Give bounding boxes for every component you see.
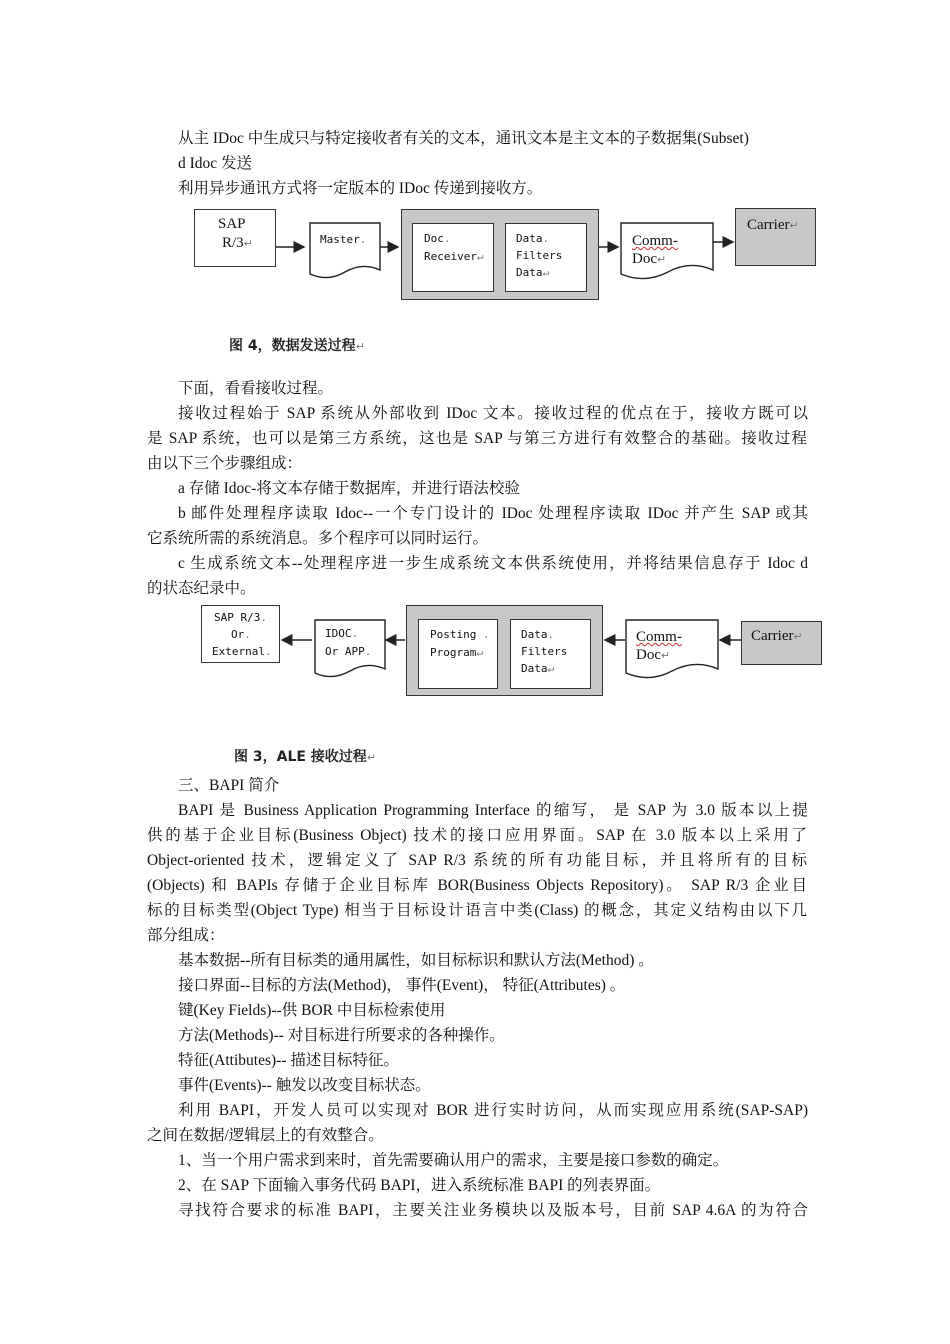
text-line: 它系统所需的系统消息。多个程序可以同时运行。 xyxy=(147,530,489,547)
text-line: d Idoc 发送 xyxy=(178,155,253,172)
r3-label: R/3↵ xyxy=(222,235,253,251)
list-item: 特征(Attibutes)-- 描述目标特征。 xyxy=(178,1052,399,1069)
comm-label: Comm- xyxy=(632,233,678,249)
list-item: 键(Key Fields)--供 BOR 中目标检索使用 xyxy=(178,1002,446,1019)
doc-label: Doc. xyxy=(424,232,451,245)
text-line: 利用异步通讯方式将一定版本的 IDoc 传递到接收方。 xyxy=(178,180,543,197)
receiver-label: Receiver↵ xyxy=(424,250,484,263)
or-app-label: Or APP. xyxy=(325,645,372,658)
text-line: 接收过程始于 SAP 系统从外部收到 IDoc 文本。接收过程的优点在于，接收方既可以 xyxy=(178,405,808,422)
doc-label: Doc↵ xyxy=(636,647,671,663)
comm-label: Comm- xyxy=(636,629,682,645)
section-heading: 三、BAPI 简介 xyxy=(178,777,280,794)
list-item: 基本数据--所有目标类的通用属性，如目标标识和默认方法(Method) 。 xyxy=(178,952,654,969)
text-line: 从主 IDoc 中生成只与特定接收者有关的文本，通讯文本是主文本的子数据集(Subset) xyxy=(178,130,749,147)
text-line: 寻找符合要求的标准 BAPI，主要关注业务模块以及版本号，目前 SAP 4.6A 的为符合 xyxy=(178,1202,808,1219)
carrier-label: Carrier↵ xyxy=(751,628,803,644)
filters-label: Filters xyxy=(521,645,568,658)
text-line: a 存储 Idoc-将文本存储于数据库，并进行语法校验 xyxy=(178,480,520,497)
program-label: Program↵ xyxy=(430,646,483,659)
text-line: c 生成系统文本--处理程序进一步生成系统文本供系统使用，并将结果信息存于 Idoc d xyxy=(178,555,808,572)
text-line: 利用 BAPI，开发人员可以实现对 BOR 进行实时访问，从而实现应用系统(SAP-SAP) xyxy=(178,1102,808,1119)
text-line: 1、当一个用户需求到来时，首先需要确认用户的需求，主要是接口参数的确定。 xyxy=(178,1152,729,1169)
text-line: 标的目标类型(Object Type) 相当于目标设计语言中类(Class) 的概念，其定义结构由以下几 xyxy=(147,902,807,919)
sap-label: SAP xyxy=(218,216,246,232)
text-line: 下面，看看接收过程。 xyxy=(178,380,334,397)
text-line: (Objects) 和 BAPIs 存储于企业目标库 BOR(Business Objects Repository)。 SAP R/3 企业目 xyxy=(147,877,807,894)
text-line: 由以下三个步骤组成： xyxy=(147,455,303,472)
list-item: 方法(Methods)-- 对目标进行所要求的各种操作。 xyxy=(178,1027,505,1044)
list-item: 事件(Events)-- 触发以改变目标状态。 xyxy=(178,1077,431,1094)
data-label: Data↵ xyxy=(516,266,550,279)
text-line: 部分组成： xyxy=(147,927,225,944)
text-line: Object-oriented 技术，逻辑定义了 SAP R/3 系统的所有功能目标，并且将所有的目标 xyxy=(147,852,807,869)
figure-caption: 图 3，ALE 接收过程↵ xyxy=(234,749,377,765)
text-line: 的状态纪录中。 xyxy=(147,580,256,597)
text-line: BAPI 是 Business Application Programming Interface 的缩写， 是 SAP 为 3.0 版本以上提 xyxy=(178,802,808,819)
data-label: Data↵ xyxy=(521,662,555,675)
sap-r3-label: SAP R/3. xyxy=(214,611,267,624)
external-label: External. xyxy=(212,645,272,658)
filters-label: Filters xyxy=(516,249,563,262)
text-line: 供的基于企业目标(Business Object) 技术的接口应用界面。SAP 在 3.0 版本以上采用了 xyxy=(147,827,807,844)
text-line: b 邮件处理程序读取 Idoc--一个专门设计的 IDoc 处理程序读取 IDoc 并产生 SAP 或其 xyxy=(178,505,808,522)
figure-caption: 图 4，数据发送过程↵ xyxy=(229,338,365,354)
doc-label: Doc↵ xyxy=(632,251,667,267)
text-line: 之间在数据/逻辑层上的有效整合。 xyxy=(147,1127,384,1144)
posting-label: Posting . xyxy=(430,628,490,641)
master-label: Master. xyxy=(320,233,367,246)
idoc-label: IDOC. xyxy=(325,627,359,640)
text-line: 2、在 SAP 下面输入事务代码 BAPI，进入系统标准 BAPI 的列表界面。 xyxy=(178,1177,661,1194)
data-label: Data. xyxy=(516,232,550,245)
data-label: Data. xyxy=(521,628,555,641)
list-item: 接口界面--目标的方法(Method)， 事件(Event)， 特征(Attributes) 。 xyxy=(178,977,626,994)
text-line: 是 SAP 系统，也可以是第三方系统，这也是 SAP 与第三方进行有效整合的基础。接收过程 xyxy=(147,430,807,447)
or-label: Or. xyxy=(231,628,251,641)
carrier-label: Carrier↵ xyxy=(747,217,799,233)
